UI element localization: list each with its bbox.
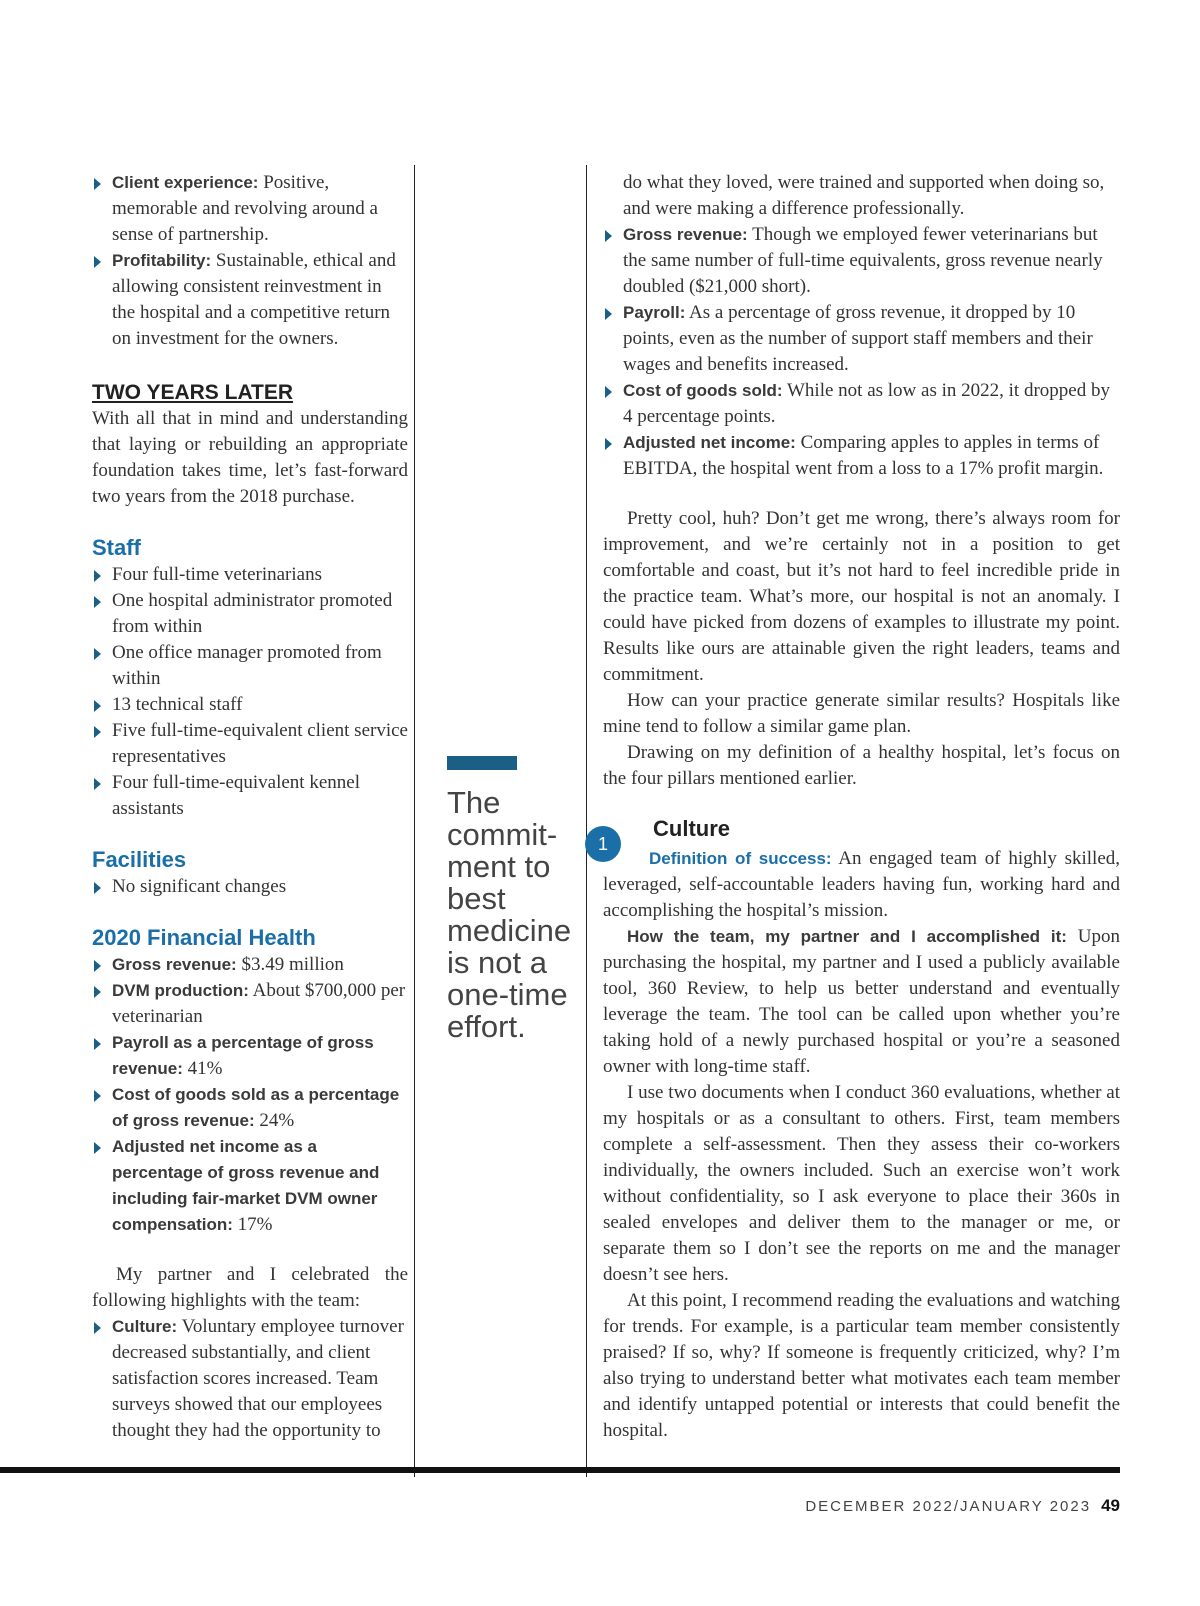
list-item — [92, 718, 408, 770]
continued-text: do what they loved, were trained and supported when doing so, and were making a difference professionally. — [623, 172, 1105, 219]
item-label: Gross revenue: — [623, 225, 748, 244]
bullet-triangle-icon — [94, 726, 101, 738]
section-number-badge: 1 — [585, 826, 621, 862]
item-text: Four full-time veterinarians — [112, 564, 322, 585]
list-item — [92, 874, 408, 900]
list-item — [603, 300, 1120, 378]
staff-list — [92, 562, 408, 822]
item-text: Sustainable, ethical and allowing consistent reinvestment in the hospital and a competitive return on investment for the owners. — [112, 250, 396, 349]
bullet-triangle-icon — [94, 778, 101, 790]
item-text: Positive, memorable and revolving around a sense of partnership. — [112, 172, 378, 245]
bullet-triangle-icon — [94, 596, 101, 608]
list-item — [92, 640, 408, 692]
paragraph: Pretty cool, huh? Don’t get me wrong, there’s always room for improvement, and we’re certainly not in a position to get comfortable and coast, but it’s not hard to feel incredible pride in the practice team. What’s more, our hospital is not an anomaly. I could have picked from dozens of examples to illustrate my point. Results like ours are attainable given the right leaders, teams and commitment. — [603, 508, 1120, 685]
paragraph: I use two documents when I conduct 360 evaluations, whether at my hospitals or as a consultant to others. First, team members complete a self-assessment. Then they assess their co-workers individually, the owners included. Such an exercise won’t work without confidentiality, so I ask everyone to place their 360s in sealed envelopes and deliver them to the manager or me, or separate them so I don’t see the reports on me and the manager doesn’t see hers. — [603, 1082, 1120, 1285]
how-text: Upon purchasing the hospital, my partner and I used a publicly available tool, 360 Review, to help us better understand and eventually leverage the team. The tool can be called upon whether you’re taking hold of a newly purchased hospital or you’re a seasoned owner with long-time staff. — [603, 926, 1120, 1077]
bullet-triangle-icon — [94, 960, 101, 972]
list-item — [92, 1030, 408, 1082]
financial-heading: 2020 Financial Health — [92, 925, 316, 950]
bullet-triangle-icon — [94, 986, 101, 998]
list-item — [92, 562, 408, 588]
item-text: As a percentage of gross revenue, it dropped by 10 points, even as the number of support staff members and their wages and benefits increased. — [623, 302, 1093, 375]
list-item — [92, 248, 408, 352]
bullet-triangle-icon — [94, 648, 101, 660]
highlights-list — [92, 1314, 408, 1444]
page-number: 49 — [1101, 1496, 1120, 1515]
list-item — [92, 170, 408, 248]
list-item — [92, 1314, 408, 1444]
definition-paragraph — [603, 846, 1120, 924]
facilities-heading: Facilities — [92, 847, 187, 872]
item-text: About $700,000 per veterinarian — [112, 980, 406, 1027]
item-label: Payroll: — [623, 303, 686, 322]
column-divider — [414, 165, 415, 1477]
item-text: One office manager promoted from within — [112, 642, 382, 689]
bullet-triangle-icon — [94, 1038, 101, 1050]
how-label: How the team, my partner and I accomplished it: — [627, 927, 1067, 946]
paragraph: Drawing on my definition of a healthy hospital, let’s focus on the four pillars mentioned earlier. — [603, 742, 1120, 789]
pull-quote: The commit-ment to best medicine is not a one-time effort. — [447, 785, 572, 1044]
bullet-triangle-icon — [94, 1090, 101, 1102]
pull-quote-accent-bar — [447, 756, 517, 770]
item-label: Payroll as a percentage of gross revenue: — [112, 1033, 374, 1078]
two-years-heading: TWO YEARS LATER — [92, 381, 294, 404]
two-years-paragraph: With all that in mind and understanding that laying or rebuilding an appropriate foundation takes time, let’s fast-forward two years from the 2018 purchase. — [92, 408, 408, 507]
page-footer — [805, 1496, 1120, 1516]
culture-heading: Culture — [653, 816, 730, 841]
list-item — [92, 952, 408, 978]
footer-rule — [0, 1467, 1120, 1473]
list-item — [603, 222, 1120, 300]
bullet-triangle-icon — [94, 256, 101, 268]
bullet-triangle-icon — [605, 438, 612, 450]
item-label: Culture: — [112, 1317, 178, 1336]
bullet-triangle-icon — [94, 570, 101, 582]
list-item — [603, 378, 1120, 430]
bullet-triangle-icon — [94, 1142, 101, 1154]
staff-heading: Staff — [92, 535, 141, 560]
item-text: Comparing apples to apples in terms of EBITDA, the hospital went from a loss to a 17% profit margin. — [623, 432, 1104, 479]
paragraph: At this point, I recommend reading the evaluations and watching for trends. For example, is a particular team member consistently praised? If so, why? If someone is frequently criticized, why? I’m also trying to understand better what motivates each team member and identify untapped potential or interests that could benefit the hospital. — [603, 1290, 1120, 1441]
item-text: 13 technical staff — [112, 694, 243, 715]
item-label: Client experience: — [112, 173, 259, 192]
item-label: Adjusted net income as a percentage of gross revenue and including fair-market DVM owner compensation: — [112, 1137, 380, 1234]
item-text: 17% — [232, 1214, 273, 1235]
bullet-triangle-icon — [94, 178, 101, 190]
item-text: Five full-time-equivalent client service representatives — [112, 720, 408, 767]
item-label: Cost of goods sold as a percentage of gross revenue: — [112, 1085, 400, 1130]
facilities-list — [92, 874, 408, 900]
list-item — [92, 978, 408, 1030]
item-text: While not as low as in 2022, it dropped by 4 percentage points. — [623, 380, 1110, 427]
results-list — [603, 222, 1120, 482]
list-item — [92, 770, 408, 822]
list-item — [92, 1134, 408, 1238]
definition-text: An engaged team of highly skilled, leveraged, self-accountable leaders having fun, working hard and accomplishing the hospital’s mission. — [603, 848, 1120, 921]
item-text: Though we employed fewer veterinarians but the same number of full-time equivalents, gross revenue nearly doubled ($21,000 short). — [623, 224, 1103, 297]
list-item — [92, 692, 408, 718]
list-item — [603, 430, 1120, 482]
item-text: Four full-time-equivalent kennel assistants — [112, 772, 360, 819]
bullet-triangle-icon — [94, 700, 101, 712]
bullet-triangle-icon — [94, 1322, 101, 1334]
celebrate-paragraph: My partner and I celebrated the following highlights with the team: — [92, 1264, 408, 1311]
bullet-triangle-icon — [94, 882, 101, 894]
item-label: DVM production: — [112, 981, 249, 1000]
list-item — [92, 588, 408, 640]
culture-section-header — [597, 816, 1120, 854]
item-label: Adjusted net income: — [623, 433, 796, 452]
item-text: Voluntary employee turnover decreased substantially, and client satisfaction scores increased. Team surveys showed that our employees thought they had the opportunity to — [112, 1316, 404, 1441]
item-label: Gross revenue: — [112, 955, 237, 974]
column-divider — [586, 165, 587, 1477]
bullet-triangle-icon — [605, 230, 612, 242]
item-text: 41% — [182, 1058, 223, 1079]
item-label: Profitability: — [112, 251, 212, 270]
left-column — [92, 170, 408, 1444]
bullet-triangle-icon — [605, 308, 612, 320]
item-text: No significant changes — [112, 876, 287, 897]
how-paragraph — [603, 924, 1120, 1080]
list-item — [92, 1082, 408, 1134]
item-text: 24% — [254, 1110, 295, 1131]
item-text: One hospital administrator promoted from within — [112, 590, 393, 637]
item-text: $3.49 million — [236, 954, 344, 975]
pillars-list — [92, 170, 408, 352]
paragraph: How can your practice generate similar results? Hospitals like mine tend to follow a similar game plan. — [603, 690, 1120, 737]
bullet-triangle-icon — [605, 386, 612, 398]
item-label: Cost of goods sold: — [623, 381, 783, 400]
definition-label: Definition of success: — [649, 849, 832, 868]
issue-date: DECEMBER 2022/JANUARY 2023 — [805, 1498, 1092, 1515]
pull-quote-column — [447, 170, 577, 1043]
financial-list — [92, 952, 408, 1238]
right-column — [597, 170, 1120, 1444]
